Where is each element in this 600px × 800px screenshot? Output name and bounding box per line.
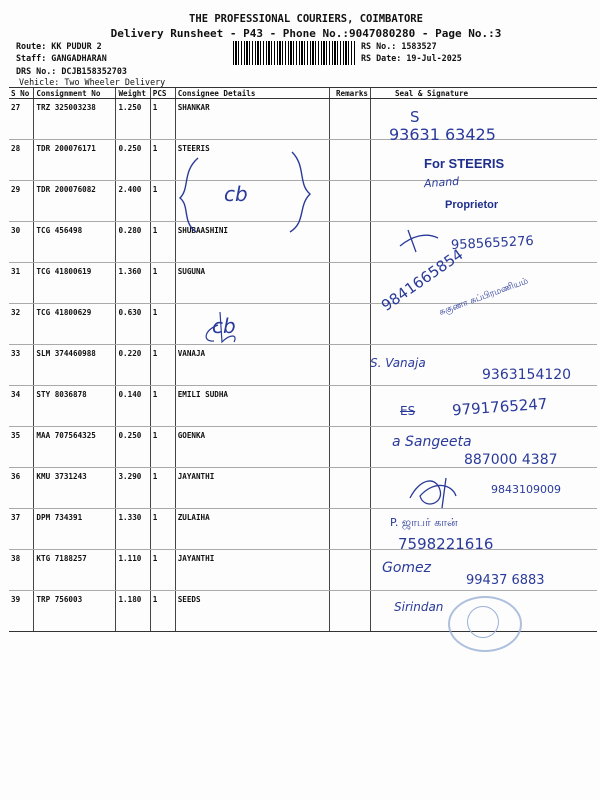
sig-39-name: Sirindan xyxy=(394,600,444,614)
sig-33-phone: 9363154120 xyxy=(482,367,572,383)
cell-consignee: JAYANTHI xyxy=(175,550,330,591)
cell-consignment: TCG 41800629 xyxy=(34,304,116,345)
cell-sno: 35 xyxy=(9,427,34,468)
cell-sno: 33 xyxy=(9,345,34,386)
cell-pcs: 1 xyxy=(150,468,175,509)
cell-consignment: KMU 3731243 xyxy=(34,468,116,509)
cell-pcs: 1 xyxy=(150,140,175,181)
cell-pcs: 1 xyxy=(150,427,175,468)
cell-pcs: 1 xyxy=(150,591,175,632)
rs-date: RS Date: 19-Jul-2025 xyxy=(361,53,462,63)
cell-consignment: MAA 707564325 xyxy=(34,427,116,468)
cell-weight: 0.250 xyxy=(116,427,150,468)
cell-pcs: 1 xyxy=(150,386,175,427)
cell-consignee: SHANKAR xyxy=(175,99,330,140)
sig-36-phone: 9843109009 xyxy=(491,483,561,496)
cell-sno: 36 xyxy=(9,468,34,509)
col-pcs: PCS xyxy=(150,88,175,99)
sig-35-name: a Sangeeta xyxy=(392,434,472,450)
cell-sno: 31 xyxy=(9,263,34,304)
sig-29-scribble: cb xyxy=(224,182,248,206)
staff-label: Staff: GANGADHARAN xyxy=(16,53,107,63)
cell-consignment: KTG 7188257 xyxy=(34,550,116,591)
sig-31-tamil: சுகுணா சுப்பிரமணியம் xyxy=(437,276,530,318)
brace-left xyxy=(180,158,198,232)
cell-consignee: JAYANTHI xyxy=(175,468,330,509)
cell-consignment: TDR 200076082 xyxy=(34,181,116,222)
col-weight: Weight xyxy=(116,88,150,99)
sig-34-phone: 9791765247 xyxy=(451,394,548,420)
cell-consignment: TRP 756003 xyxy=(34,591,116,632)
cell-consignment: TDR 200076171 xyxy=(34,140,116,181)
cell-consignee: SHUBAASHINI xyxy=(175,222,330,263)
cell-pcs: 1 xyxy=(150,263,175,304)
col-signature: Seal & Signature xyxy=(370,88,597,99)
cell-pcs: 1 xyxy=(150,509,175,550)
cell-pcs: 1 xyxy=(150,99,175,140)
sig-27-initial: S xyxy=(410,108,420,126)
cell-weight: 0.140 xyxy=(116,386,150,427)
sig-38-phone: 99437 6883 xyxy=(466,573,545,588)
cell-sno: 34 xyxy=(9,386,34,427)
cell-weight: 2.400 xyxy=(116,181,150,222)
cell-weight: 1.360 xyxy=(116,263,150,304)
cell-sno: 37 xyxy=(9,509,34,550)
sig-30-phone: 9585655276 xyxy=(450,233,535,254)
sig-32-scribble: cb xyxy=(212,314,236,338)
rs-number: RS No.: 1583527 xyxy=(361,41,437,51)
cell-sno: 38 xyxy=(9,550,34,591)
cell-weight: 3.290 xyxy=(116,468,150,509)
scribble-36 xyxy=(410,478,456,508)
sig-33-name: S. Vanaja xyxy=(370,356,426,370)
cell-weight: 1.330 xyxy=(116,509,150,550)
cell-consignment: STY 8036878 xyxy=(34,386,116,427)
cell-sno: 28 xyxy=(9,140,34,181)
runsheet-title: Delivery Runsheet - P43 - Phone No.:9047080280 - Page No.:3 xyxy=(110,27,502,40)
cell-pcs: 1 xyxy=(150,181,175,222)
cell-weight: 1.110 xyxy=(116,550,150,591)
cell-consignment: TCG 456498 xyxy=(34,222,116,263)
cell-sno: 29 xyxy=(9,181,34,222)
sig-37-phone: 7598221616 xyxy=(398,535,494,553)
cell-weight: 0.280 xyxy=(116,222,150,263)
cell-pcs: 1 xyxy=(150,345,175,386)
stamp-proprietor: Proprietor xyxy=(445,199,499,211)
cell-consignee: EMILI SUDHA xyxy=(175,386,330,427)
col-consignment: Consignment No xyxy=(34,88,116,99)
cell-sno: 32 xyxy=(9,304,34,345)
cell-weight: 1.250 xyxy=(116,99,150,140)
sig-38-name: Gomez xyxy=(382,560,432,576)
cell-pcs: 1 xyxy=(150,222,175,263)
cell-weight: 0.250 xyxy=(116,140,150,181)
cell-consignee: STEERIS xyxy=(175,140,330,181)
cell-consignment: SLM 374460988 xyxy=(34,345,116,386)
col-sno: S No xyxy=(9,88,34,99)
cell-consignment: DPM 734391 xyxy=(34,509,116,550)
cell-consignment: TRZ 325003238 xyxy=(34,99,116,140)
cell-consignment: TCG 41800619 xyxy=(34,263,116,304)
brace-right xyxy=(290,152,310,232)
cell-pcs: 1 xyxy=(150,304,175,345)
vehicle-label: Vehicle: Two Wheeler Delivery xyxy=(19,77,166,87)
cell-consignee: GOENKA xyxy=(175,427,330,468)
cell-consignee: SUGUNA xyxy=(175,263,330,304)
sig-35-phone: 887000 4387 xyxy=(464,452,558,468)
cell-sno: 27 xyxy=(9,99,34,140)
round-seal-inner xyxy=(467,606,499,638)
sig-37-name: P. ஜாபர் கான் xyxy=(390,516,458,529)
col-consignee: Consignee Details xyxy=(175,88,330,99)
cell-weight: 0.220 xyxy=(116,345,150,386)
route-label: Route: KK PUDUR 2 xyxy=(16,41,102,51)
cell-weight: 0.630 xyxy=(116,304,150,345)
cell-pcs: 1 xyxy=(150,550,175,591)
sig-34-initials: ES xyxy=(400,404,416,418)
stamp-for-steeris: For STEERIS xyxy=(424,156,505,171)
cell-consignee: VANAJA xyxy=(175,345,330,386)
company-title: THE PROFESSIONAL COURIERS, COIMBATORE xyxy=(189,13,423,25)
drs-number: DRS No.: DCJB158352703 xyxy=(16,66,127,76)
col-remarks: Remarks xyxy=(330,88,371,99)
sig-31-phone: 9841665854 xyxy=(378,245,467,315)
cell-weight: 1.180 xyxy=(116,591,150,632)
stamp-signature-name: Anand xyxy=(423,174,460,191)
cell-consignee: ZULAIHA xyxy=(175,509,330,550)
cell-consignee: SEEDS xyxy=(175,591,330,632)
scribble-30 xyxy=(400,230,438,252)
cell-sno: 30 xyxy=(9,222,34,263)
cell-sno: 39 xyxy=(9,591,34,632)
sig-27-phone: 93631 63425 xyxy=(389,125,496,144)
